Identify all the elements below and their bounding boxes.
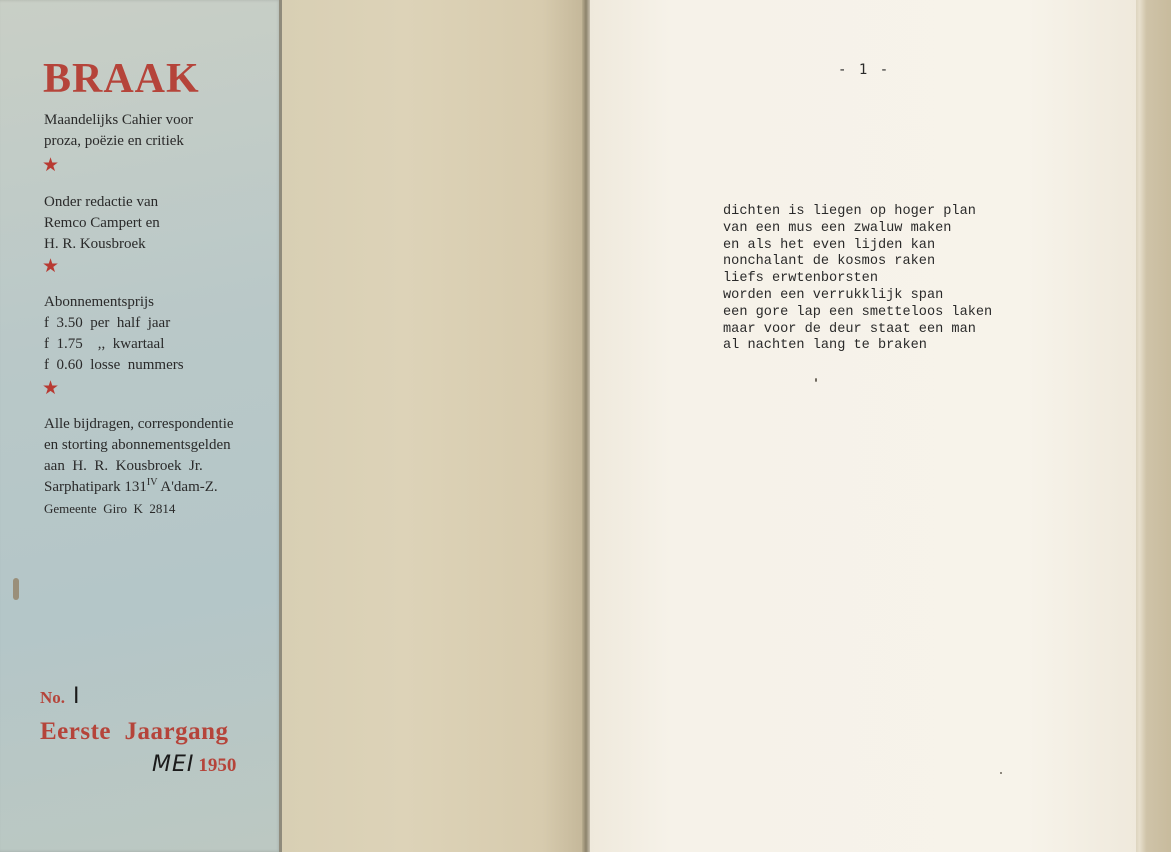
subscription-line: f 0.60 losse nummers <box>44 357 184 373</box>
address-floor: IV <box>146 477 158 488</box>
editors-line: H. R. Kousbroek <box>44 236 146 252</box>
poem-line: een gore lap een smetteloos laken <box>723 304 993 320</box>
address-line <box>44 477 234 498</box>
subscription-line: Abonnementsprijs <box>44 294 154 310</box>
magazine-subtitle <box>44 110 193 152</box>
inside-cover-page <box>282 0 588 852</box>
subtitle-line: proza, poëzie en critiek <box>44 133 184 149</box>
editors-line: Remco Campert en <box>44 215 160 231</box>
issue-year: 1950 <box>198 755 237 776</box>
address-city: A'dam-Z. <box>157 479 218 495</box>
poem-line: nonchalant de kosmos raken <box>723 254 936 270</box>
issue-label <box>40 684 80 709</box>
editors-line: Onder redactie van <box>44 194 159 210</box>
poem-line: dichten is liegen op hoger plan <box>723 204 976 219</box>
star-icon: ★ <box>42 255 60 277</box>
poem-page <box>590 0 1136 852</box>
poem-line: maar voor de deur staat een man <box>723 321 976 337</box>
address-street: Sarphatipark 131 <box>44 479 147 495</box>
page-number: - 1 - <box>838 62 891 78</box>
star-icon: ★ <box>42 154 60 176</box>
volume-label: Eerste Jaargang <box>40 718 229 745</box>
ink-speck <box>815 378 817 382</box>
poem-line: liefs erwtenborsten <box>723 271 878 287</box>
editors-block <box>44 192 160 255</box>
issue-number-handwritten: I <box>73 684 80 709</box>
subtitle-line: Maandelijks Cahier voor <box>44 112 194 128</box>
poem-line: en als het even lijden kan <box>723 237 936 253</box>
subscription-line: f 1.75 ,, kwartaal <box>44 336 165 352</box>
subscription-block <box>44 292 184 376</box>
magazine-title: BRAAK <box>43 56 200 102</box>
page-stack-edge <box>1136 0 1171 852</box>
poem-line: al nachten lang te braken <box>723 338 927 354</box>
poem-text <box>723 204 992 355</box>
paper-stain <box>13 578 19 600</box>
contact-line: en storting abonnementsgelden <box>44 437 231 453</box>
contact-block <box>44 414 234 519</box>
giro-line: Gemeente Giro K 2814 <box>44 501 176 516</box>
ink-speck <box>1000 772 1002 774</box>
subscription-line: f 3.50 per half jaar <box>44 315 171 331</box>
issue-date <box>152 752 236 777</box>
spine-gutter <box>582 0 590 852</box>
contact-line: Alle bijdragen, correspondentie <box>44 416 234 432</box>
month-handwritten: MEI <box>152 752 195 777</box>
issue-prefix: No. <box>40 688 66 707</box>
contact-line: aan H. R. Kousbroek Jr. <box>44 458 203 474</box>
poem-line: van een mus een zwaluw maken <box>723 220 952 236</box>
star-icon: ★ <box>42 377 60 399</box>
poem-line: worden een verrukklijk span <box>723 287 944 303</box>
